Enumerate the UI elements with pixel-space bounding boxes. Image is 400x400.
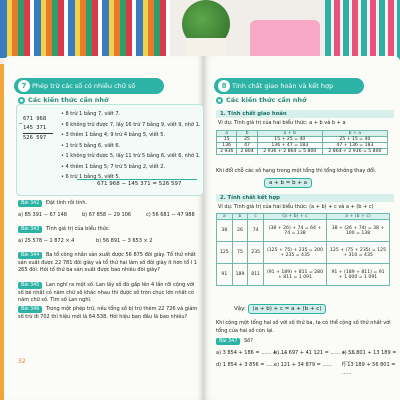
formula-label: Vậy: (234, 306, 246, 312)
table-header-cell: a (217, 214, 233, 220)
table-cell: (38 + 26) + 74 = 64 + 74 = 138 (264, 220, 327, 242)
exercise-prompt: Lan nghĩ ra một số. Lan lấy số đó gấp lên 4 lần rồi cộng với số bé nhất có năm chữ số khác nhau thì được số tròn chục lớn nhất có năm chữ số. Tìm số Lan nghĩ. (18, 282, 195, 303)
exercise-prompt: Tính giá trị của biểu thức. (46, 226, 111, 232)
table-cell: 38 (217, 220, 233, 242)
table-cell: 136 + 47 = 183 (257, 143, 322, 149)
lesson-title (14, 78, 164, 94)
table-header-cell: b (237, 131, 257, 137)
table-cell: 125 + (75 + 235) = 125 + 310 = 435 (327, 242, 390, 264)
difference: 526 597 (23, 135, 47, 141)
lesson-number: 7 (18, 80, 30, 92)
page-number: 32 (18, 358, 26, 365)
table-row (217, 220, 390, 242)
minus-sign: − (19, 121, 23, 127)
property-note: Khi cộng một tổng hai số với số thứ ba, ta có thể cộng số thứ nhất với tổng của hai số còn lại. (216, 320, 391, 334)
subtrahend: 145 371 (23, 125, 47, 131)
exercise-item: c) 56 801 + 13 189 = ...... (342, 350, 397, 364)
table-cell: 75 (232, 242, 248, 264)
exercise-item: a) 3 854 + 186 = ...... + ...... (216, 350, 288, 356)
pens (325, 0, 400, 60)
table-header-cell: a + b (257, 131, 322, 137)
lesson-title-text: Phép trừ các số có nhiều chữ số (32, 82, 136, 90)
table-cell: 15 + 25 = 40 (257, 137, 322, 143)
exercise-tag: Bài 345 (18, 282, 42, 289)
section-heading (216, 96, 306, 104)
step: • 3 thêm 1 bằng 4; 9 trừ 4 bằng 5, viết 5. (61, 132, 165, 138)
result-divider (77, 179, 197, 180)
exercise-tag: Bài 344 (18, 252, 42, 259)
table-cell: 47 + 136 = 183 (322, 143, 387, 149)
exercise-tag: Bài 347 (216, 338, 240, 345)
table-header-cell: b (232, 214, 248, 220)
exercise-item: f) 13 189 + 56 801 = ...... (342, 362, 396, 376)
lesson-number: 8 (218, 80, 230, 92)
formula-highlight: (a + b) + c = a + (b + c) (248, 304, 327, 314)
pink-box (250, 20, 320, 60)
step: • 4 thêm 1 bằng 5; 7 trừ 5 bằng 2, viết 2. (61, 163, 165, 170)
gear-icon (18, 97, 25, 104)
table-cell: 2 936 (217, 149, 237, 155)
table-row (217, 149, 388, 155)
formula-highlight: a + b = b + a (264, 178, 312, 188)
open-book (0, 56, 400, 400)
right-page (204, 56, 400, 400)
exercise-item: b) 56 891 − 3 653 × 2 (96, 238, 153, 244)
step: • 6 không trừ được 7, lấy 16 trừ 7 bằng 9, viết 9, nhớ 1. (61, 121, 201, 128)
table-cell: 235 (248, 242, 264, 264)
commutative-formula (264, 180, 312, 186)
table-cell: 91 (217, 264, 233, 286)
book-stack (0, 0, 170, 58)
lesson-title-text: Tính chất giao hoán và kết hợp (232, 82, 334, 90)
exercise-prompt: Số? (244, 338, 253, 344)
table-cell: 91 + (189 + 811) = 91 + 1 000 = 1 091 (327, 264, 390, 286)
table-cell: 25 + 15 = 40 (322, 137, 387, 143)
table-header-cell: b + a (322, 131, 387, 137)
table-cell: 189 (232, 264, 248, 286)
property-title: 1. Tính chất giao hoán (216, 110, 394, 118)
section-heading-text: Các kiến thức cần nhớ (28, 96, 109, 104)
step: • 8 trừ 1 bằng 7, viết 7. (61, 111, 121, 117)
exercise-item: d) 1 854 + 3 856 = ...... (216, 362, 276, 368)
knowledge-box (16, 104, 204, 196)
exercise-item: a) 25 578 − 1 872 × 4 (18, 238, 75, 244)
table-header-cell: (a + b) + c (264, 214, 327, 220)
table-cell: (125 + 75) + 235 = 200 + 235 = 435 (264, 242, 327, 264)
table-header-cell: a + (b + c) (327, 214, 390, 220)
exercise-item: a) 85 391 − 67 148 (18, 212, 67, 218)
table-cell: 25 (237, 137, 257, 143)
exercise-item: e) 121 + 34 879 = ...... (274, 362, 332, 368)
left-page (4, 56, 204, 400)
table-row (217, 264, 390, 286)
example-text: Ví dụ: Tính giá trị của hai biểu thức: a + b và b + a (218, 120, 346, 126)
table-cell: 26 (232, 220, 248, 242)
subtraction-layout (19, 115, 53, 143)
section-heading-text: Các kiến thức cần nhớ (226, 96, 307, 104)
property-note: Khi đổi chỗ các số hạng trong một tổng thì tổng không thay đổi. (216, 168, 377, 174)
exercise-tag: Bài 346 (18, 306, 42, 313)
commutative-table (216, 130, 388, 155)
example-text: Ví dụ: Tính giá trị của hai biểu thức: (a + b) + c và a + (b + c) (218, 204, 374, 210)
table-row (217, 242, 390, 264)
property-title: 2. Tính chất kết hợp (216, 194, 394, 202)
step: • 1 không trừ được 5, lấy 11 trừ 5 bằng 6, viết 6, nhớ 1. (61, 153, 201, 159)
exercise-prompt: Đặt tính rồi tính. (46, 200, 88, 206)
minuend: 671 968 (23, 116, 47, 122)
table-cell: 15 (217, 137, 237, 143)
exercise-tag: Bài 343 (18, 226, 42, 233)
table-cell: 38 + (26 + 74) = 38 + 100 = 138 (327, 220, 390, 242)
table-cell: 811 (248, 264, 264, 286)
exercise-prompt: Trong một phép trừ, nếu tổng số bị trừ thêm 22 726 và giảm số trừ đi 702 thì hiệu mới là 64 538. Hỏi hiệu ban đầu là bao nhiêu? (18, 306, 198, 320)
associative-formula (234, 306, 326, 312)
result-text: 671 968 − 145 371 = 526 597 (97, 181, 182, 187)
table-header-cell: a (217, 131, 237, 137)
table-cell: 125 (217, 242, 233, 264)
section-heading (18, 96, 108, 104)
table-cell: 2 936 + 2 864 = 5 800 (257, 149, 322, 155)
exercise-prompt: Ba tổ công nhân sản xuất được 56 875 đôi giày. Tổ thứ nhất sản xuất được 22 781 đôi giày và tổ thứ hai làm số đôi giày ít hơn tổ I 1 265 đôi. Hỏi tổ thứ ba sản xuất được bao nhiêu đôi giày? (18, 252, 198, 273)
step: • 6 trừ 1 bằng 5, viết 5. (61, 174, 121, 180)
associative-table (216, 213, 390, 286)
table-cell: 2 864 + 2 936 = 5 800 (322, 149, 387, 155)
exercise-item: b) 14 697 + 41 121 = ...... + ...... (274, 350, 357, 356)
exercise-item: b) 67 858 − 29 106 (82, 212, 132, 218)
lesson-title (214, 78, 364, 94)
step: • 1 trừ 5 bằng 6, viết 6. (61, 142, 121, 149)
exercise-tag: Bài 342 (18, 200, 42, 207)
exercise-item: c) 56 681 − 47 988 (146, 212, 195, 218)
table-cell: 136 (217, 143, 237, 149)
table-cell: (91 + 189) + 811 = 280 + 811 = 1 091 (264, 264, 327, 286)
gear-icon (216, 97, 223, 104)
steps-list (61, 109, 200, 183)
table-cell: 74 (248, 220, 264, 242)
table-cell: 2 804 (237, 149, 257, 155)
table-header-cell: c (248, 214, 264, 220)
table-cell: 47 (237, 143, 257, 149)
